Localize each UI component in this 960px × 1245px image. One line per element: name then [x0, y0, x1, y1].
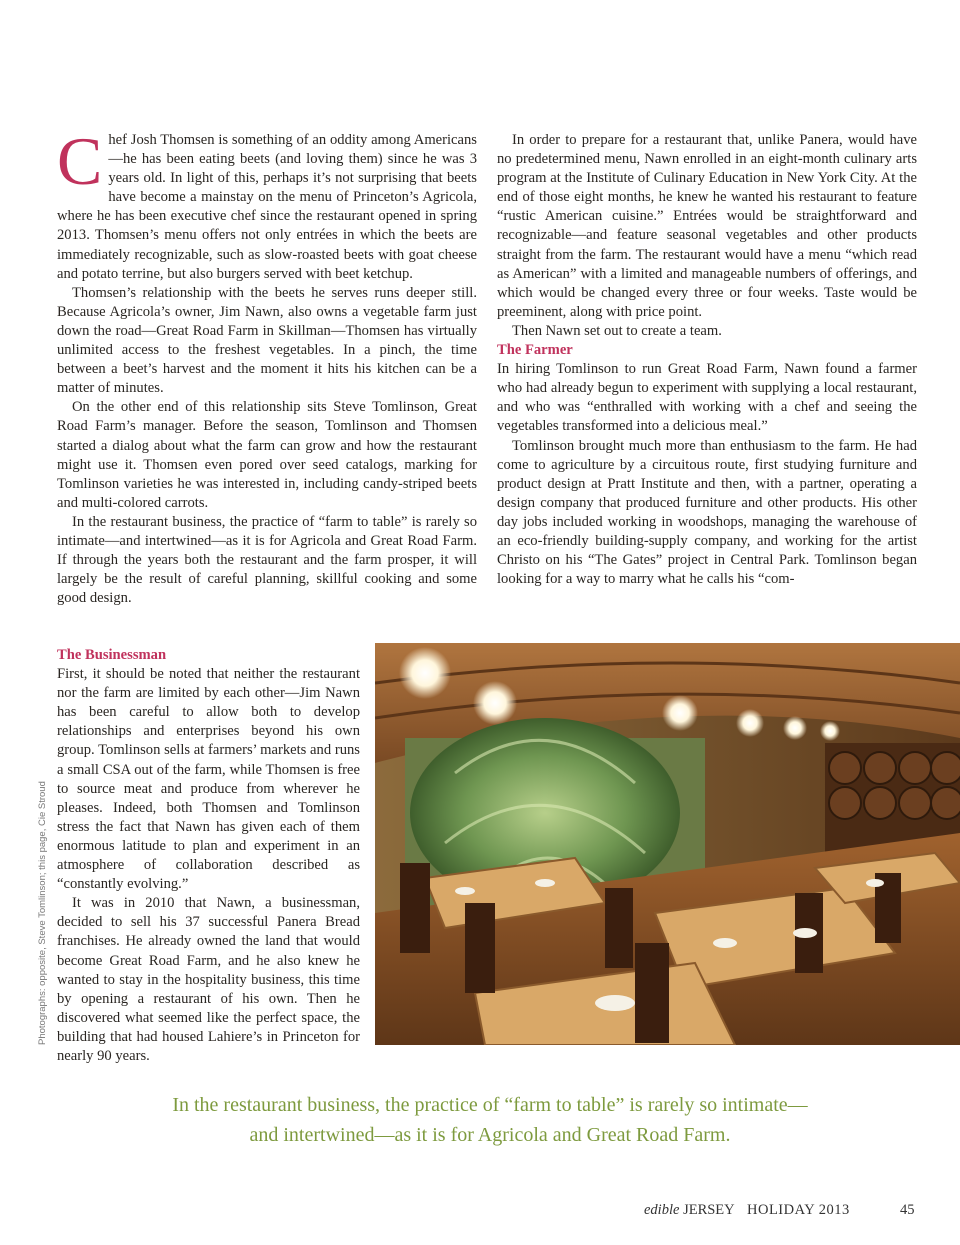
body-paragraph: Then Nawn set out to create a team. [512, 322, 722, 339]
body-paragraph: First, it should be noted that neither the restaurant nor the farm are limited by each other—Jim Nawn has been careful to allow both to develop relationships and enterprises beyond his own group. Tomlinson sells at farmers’ markets and runs a small CSA out of the farm, while Thomsen is free to source meat and produce from wherever he pleases. Indeed, both Thomsen and Tomlinson stress the fact that Nawn has given each of them enormous latitude to plan and experiment in an atmosphere of collaboration described as “constantly evolving.” [57, 666, 360, 893]
pull-quote [120, 1090, 860, 1150]
restaurant-photo-illustration [375, 643, 960, 1045]
restaurant-interior-photo [375, 643, 960, 1045]
pull-quote-line-2: and intertwined—as it is for Agricola and Great Road Farm. [249, 1124, 731, 1146]
photo-credit: Photographs: opposite, Steve Tomlinson; this page, Cie Stroud [37, 781, 48, 1045]
magazine-name [644, 1202, 735, 1219]
page-footer [0, 1202, 960, 1222]
body-paragraph: In the restaurant business, the practice of “farm to table” is rarely so intimate—and intertwined—as it is for Agricola and Great Road Farm. If through the years both the restaurant and the farm prosper, it will largely be the result of careful planning, skillful cooking and some good design. [57, 513, 477, 607]
article-column-right-top [497, 131, 917, 589]
body-paragraph: In hiring Tomlinson to run Great Road Farm, Nawn found a farmer who had already begun to experiment with supplying a local restaurant, and who was “enthralled with working with a chef and seeing the vegetables transformed into a delicious meal.” [497, 361, 917, 435]
drop-cap: C [57, 123, 103, 199]
body-paragraph: In order to prepare for a restaurant that, unlike Panera, would have no predetermined menu, Nawn enrolled in an eight-month culinary arts program at the Institute of Culinary Education in New York City. At the end of those eight months, he knew he wanted his restaurant to feature “rustic American cuisine.” Entrées would be straightforward and recognizable—and feature seasonal vegetables and other products straight from the farm. The restaurant would have a menu “which read as American” with a limited and manageable numbers of offerings, and which would be changed every three or four weeks. Taste would be preeminent, along with price point. [497, 132, 917, 320]
body-paragraph: Tomlinson brought much more than enthusiasm to the farm. He had come to agriculture by a circuitous route, first studying furniture and product design at Pratt Institute and then, with a partner, operating a design company that produced furniture and other products. His other day jobs included working in woodshops, managing the warehouse of an eco-friendly building-supply company, and working for the artist Christo on his “The Gates” project in Central Park. Tomlinson began looking for a way to marry what he calls his “com- [497, 437, 917, 588]
intro-paragraph [57, 123, 477, 284]
magazine-name-edible: edible [644, 1202, 680, 1218]
page-number: 45 [900, 1202, 915, 1218]
article-column-left-top [57, 123, 477, 608]
issue-label: HOLIDAY 2013 [747, 1202, 850, 1218]
body-paragraph: Thomsen’s relationship with the beets he serves runs deeper still. Because Agricola’s owner, Jim Nawn, also owns a vegetable farm just down the road—Great Road Farm in Skillman—Thomsen has virtually unlimited access to the freshest vegetables. In a pinch, the time between a beet’s harvest and the moment it hits his kitchen can be a matter of minutes. [57, 284, 477, 397]
intro-text: hef Josh Thomsen is something of an oddity among Americans—he has been eating beets (and loving them) since he was 3 years old. In light of this, perhaps it’s not surprising that beets have become a mainstay on the menu of Princeton’s Agricola, where he has been executive chef since the restaurant opened in spring 2013. Thomsen’s menu offers not only entrées in which the beets are immediately recognizable, such as slow-roasted beets with goat cheese and potato terrine, but also burgers served with beet ketchup. [57, 132, 477, 282]
article-column-left-bottom [57, 646, 360, 1066]
body-paragraph: On the other end of this relationship sits Steve Tomlinson, Great Road Farm’s manager. Before the season, Tomlinson and Thomsen started a dialog about what the farm can grow and how the restaurant might use it. Thomsen even pored over seed catalogs, marking for Tomlinson varieties he was interested in, including candy-striped beets and multi-colored carrots. [57, 399, 477, 511]
pull-quote-line-1: In the restaurant business, the practice of “farm to table” is rarely so intimate— [172, 1094, 808, 1116]
magazine-name-jersey: JERSEY [683, 1202, 735, 1218]
section-heading-farmer: The Farmer [497, 342, 573, 359]
section-heading-businessman: The Businessman [57, 647, 167, 663]
body-paragraph: It was in 2010 that Nawn, a businessman, decided to sell his 37 successful Panera Bread franchises. He already owned the land that would become Great Road Farm, and he also knew he wanted to stay in the hospitality business, this time by opening a restaurant of his own. Then he discovered what seemed like the perfect space, the building that had housed Lahiere’s in Princeton for nearly 90 years. [57, 895, 360, 1064]
